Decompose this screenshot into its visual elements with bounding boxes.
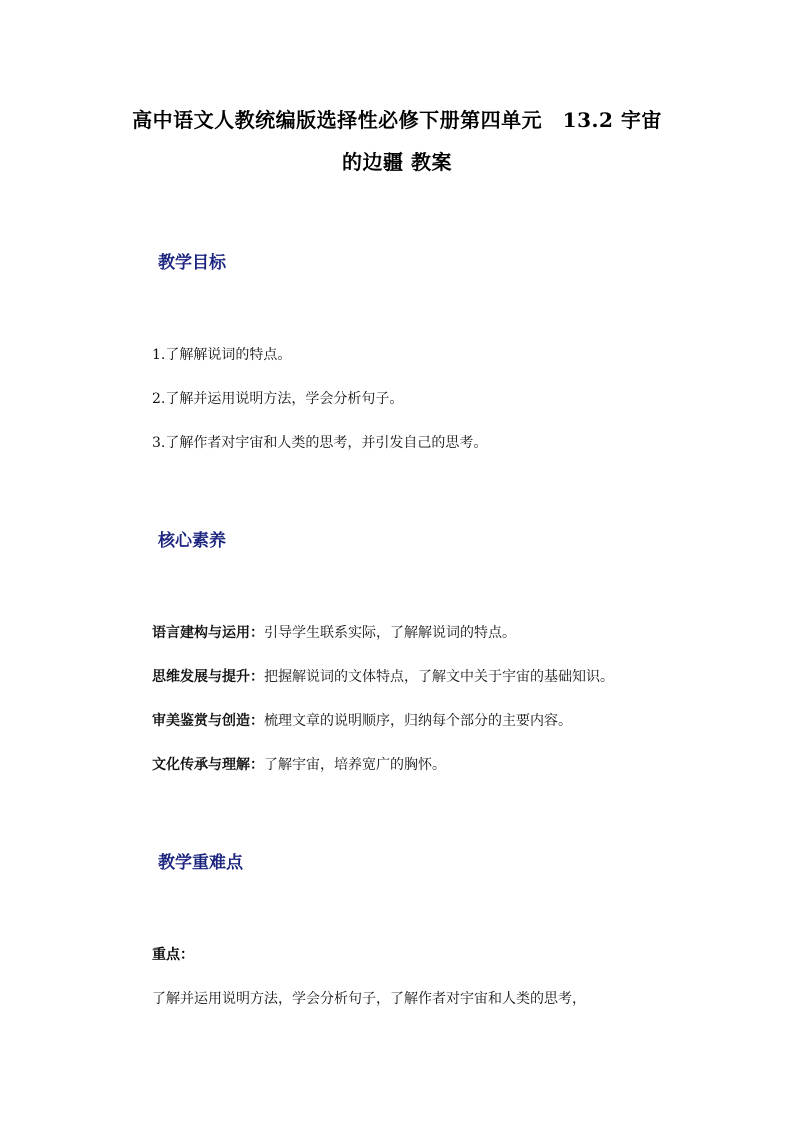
objective-item-1: 1.了解解说词的特点。 xyxy=(152,347,292,363)
literacy-item-culture xyxy=(152,754,446,774)
literacy-heading: 核心素养 xyxy=(158,531,226,551)
literacy-item-thinking xyxy=(152,666,614,686)
document-title-line-2: 的边疆 教案 xyxy=(342,150,452,174)
objective-item-3: 3.了解作者对宇宙和人类的思考，并引发自己的思考。 xyxy=(152,435,488,451)
key-points-heading: 教学重难点 xyxy=(158,853,243,873)
literacy-item-text: 引导学生联系实际，了解解说词的特点。 xyxy=(264,625,516,641)
literacy-item-label: 文化传承与理解： xyxy=(152,757,264,773)
objective-item-2: 2.了解并运用说明方法，学会分析句子。 xyxy=(152,391,404,407)
document-title-line-1: 高中语文人教统编版选择性必修下册第四单元 13.2 宇宙 xyxy=(132,108,662,132)
literacy-item-label: 审美鉴赏与创造： xyxy=(152,713,264,729)
literacy-item-text: 梳理文章的说明顺序，归纳每个部分的主要内容。 xyxy=(264,713,572,729)
key-points-text: 了解并运用说明方法，学会分析句子，了解作者对宇宙和人类的思考， xyxy=(152,991,586,1007)
key-points-subheading: 重点： xyxy=(152,947,194,963)
literacy-item-label: 语言建构与运用： xyxy=(152,625,264,641)
objectives-heading: 教学目标 xyxy=(158,253,226,273)
literacy-item-text: 把握解说词的文体特点，了解文中关于宇宙的基础知识。 xyxy=(264,669,614,685)
literacy-item-label: 思维发展与提升： xyxy=(152,669,264,685)
literacy-item-aesthetic xyxy=(152,710,572,730)
literacy-item-text: 了解宇宙，培养宽广的胸怀。 xyxy=(264,757,446,773)
literacy-item-language xyxy=(152,622,516,642)
